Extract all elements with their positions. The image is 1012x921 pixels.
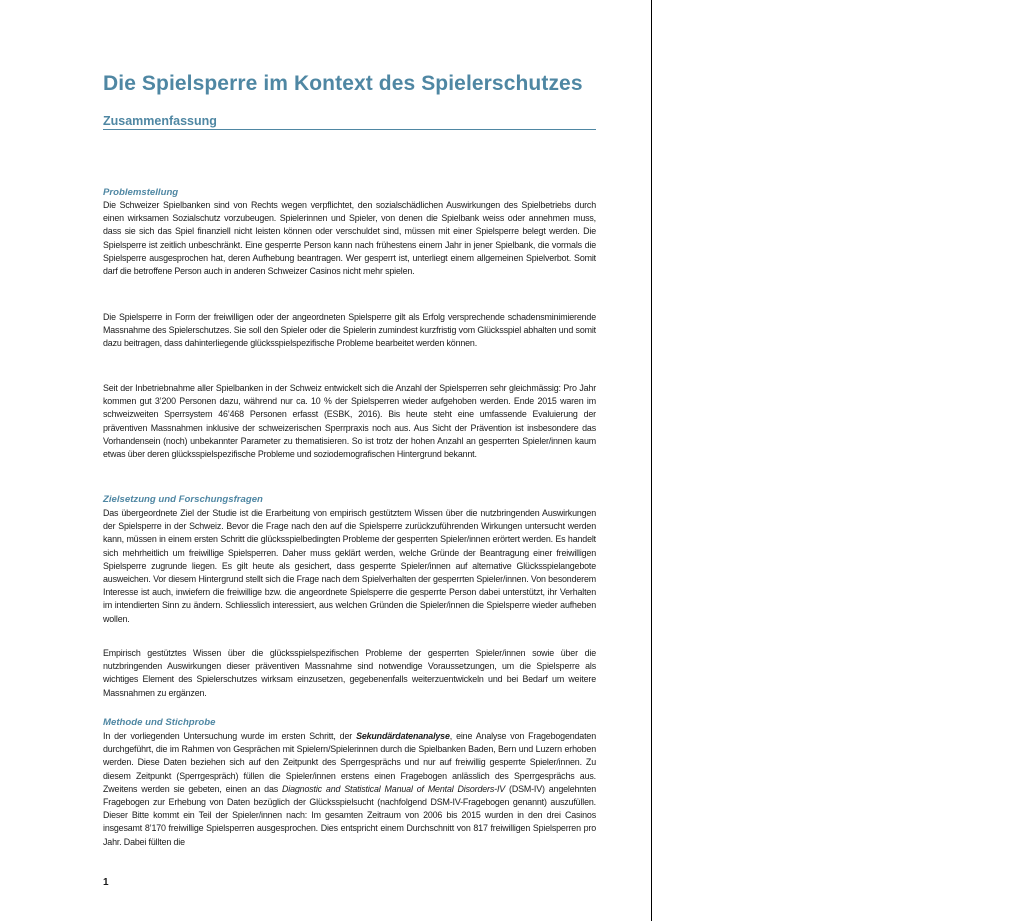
section-heading-problemstellung: Problemstellung — [103, 187, 179, 198]
paragraph-problemstellung-1: Die Schweizer Spielbanken sind von Rechts wegen verpflichtet, den sozialschädlichen Auswirkungen des Spielbetriebs durch einen wirksamen Sozialschutz vorzubeugen. Spielerinnen und Spieler, von denen die Spielbank weiss oder annehmen muss, dass sie sich das Spiel finanziell nicht leisten können oder verschuldet sind, müssen mit einer Spielsperre belegt werden. Die Spielsperre ist zeitlich unbeschränkt. Eine gesperrte Person kann nach frühestens einem Jahr in jener Spielbank, die vormals die Spielsperre ausgesprochen hat, deren Aufhebung beantragen. Wer gesperrt ist, unterliegt einem allgemeinen Spielverbot. Somit darf die betroffene Person auch in anderen Schweizer Casinos nicht mehr spielen. — [103, 200, 596, 277]
document-title: Die Spielsperre im Kontext des Spielerschutzes — [103, 72, 583, 95]
paragraph-zielsetzung-2: Empirisch gestütztes Wissen über die glücksspielspezifischen Probleme der gesperrten Spieler/innen sowie über die nutzbringenden Auswirkungen dieser präventiven Massnahme sind notwendige Voraussetzungen, um die Spielsperre als wichtiges Element des Spielerschutzes wirksam einzusetzen, gegebenenfalls weiterzuentwickeln und bei Bedarf um weitere Massnahmen zu ergänzen. — [103, 648, 596, 698]
paragraph-zielsetzung-1: Das übergeordnete Ziel der Studie ist die Erarbeitung von empirisch gestütztem Wissen über die nutzbringenden Auswirkungen der Spielsperre in der Schweiz. Bevor die Frage nach den auf die Spielsperre zurückzuführenden Wirkungen untersucht werden kann, müssen in einem ersten Schritt die glücksspielbedingten Probleme der gesperrten Spieler/innen erörtert werden. Es handelt sich mehrheitlich um freiwillige Spielsperren. Daher muss geklärt werden, welche Gründe der Beantragung einer freiwilligen Spielsperre zugrunde liegen. Es gilt heute als gesichert, dass gesperrte Spieler/innen auf alternative Glücksspielangebote ausweichen. Vor diesem Hintergrund stellt sich die Frage nach dem Spielverhalten der gesperrten Spieler/innen. Von besonderem Interesse ist auch, inwiefern die freiwillige bzw. die angeordnete Spielsperre die gesperrte Person dabei unterstützt, ihr Verhalten im intendierten Sinn zu ändern. Schliesslich interessiert, aus welchen Gründen die Spieler/innen die Spielsperre wieder aufheben wollen. — [103, 508, 596, 624]
section-heading-methode: Methode und Stichprobe — [103, 717, 216, 728]
methode-manual-title: Diagnostic and Statistical Manual of Mental Disorders-IV — [282, 783, 506, 794]
document-subtitle: Zusammenfassung — [103, 114, 596, 130]
methode-text-intro: In der vorliegenden Untersuchung wurde im ersten Schritt, der — [103, 731, 357, 741]
methode-text-b: (DSM-IV) angelehnten Fragebogen zur Erhebung von Daten bezüglich der Glücksspielsucht (nachfolgend DSM-IV-Fragebogen genannt) auszufüllen. Dieser Bitte kommt ein Teil der Spieler/innen nach: Im gesamten Zeitraum von 2006 bis 2015 wurden in den drei Casinos insgesamt 8’170 freiwillige Spielsperren ausgesprochen. Dies entspricht einem Durchschnitt von 817 freiwilligen Spielsperren pro Jahr. Dabei füllten die — [103, 783, 596, 847]
paragraph-methode-1 — [103, 730, 596, 849]
page-divider — [651, 0, 652, 921]
paragraph-problemstellung-3: Seit der Inbetriebnahme aller Spielbanken in der Schweiz entwickelt sich die Anzahl der Spielsperren sehr gleichmässig: Pro Jahr kommen gut 3’200 Personen dazu, während nur ca. 10 % der Spielsperren wieder aufgehoben werden. Ende 2015 waren im schweizweiten Sperrsystem 46’468 Personen erfasst (ESBK, 2016). Bis heute steht eine umfassende Evaluierung der präventiven Massnahmen inklusive der schweizerischen Sperrpraxis noch aus. Aus Sicht der Prävention ist insbesondere das Vorhandensein (noch) unbekannter Parameter zu thematisieren. So ist trotz der hohen Anzahl an gesperrten Spieler/innen kaum etwas über deren glücksspielspezifische Probleme und soziodemografischen Hintergrund bekannt. — [103, 383, 596, 460]
page-number: 1 — [103, 877, 109, 888]
section-heading-zielsetzung: Zielsetzung und Forschungsfragen — [103, 494, 263, 505]
methode-text-a: , eine Analyse von Fragebogendaten durchgeführt, die im Rahmen von Gesprächen mit Spielern/Spielerinnen durch die Spielbanken Baden, Bern und Luzern erhoben werden. Diese Daten beziehen sich auf den Zeitpunkt des Sperrgesprächs und nur auf freiwillig gesperrte Spieler/innen. Zu diesem Zeitpunkt (Sperrgespräch) füllen die Spieler/innen erstens einen Fragebogen anlässlich des Sperrgesprächs aus. Zweitens werden sie gebeten, einen an das — [103, 731, 596, 794]
paragraph-problemstellung-2: Die Spielsperre in Form der freiwilligen oder der angeordneten Spielsperre gilt als Erfolg versprechende schadensminimierende Massnahme des Spielerschutzes. Sie soll den Spieler oder die Spielerin zumindest kurzfristig vom Glücksspiel abhalten und somit dazu beitragen, dass dahinterliegende glücksspielspezifische Probleme bearbeitet werden können. — [103, 312, 596, 349]
methode-term-sekundaerdatenanalyse: Sekundärdatenanalyse — [356, 731, 450, 741]
